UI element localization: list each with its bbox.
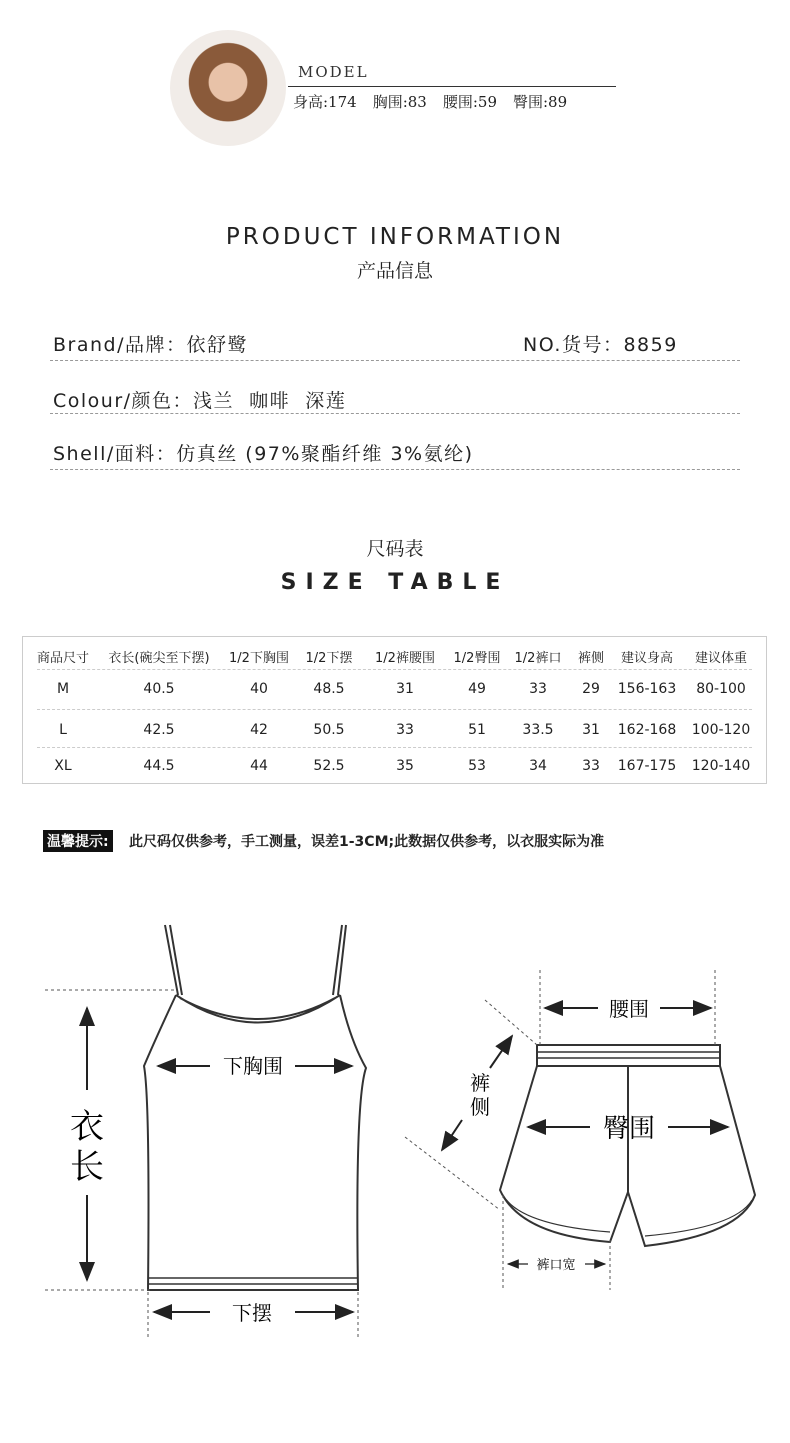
model-hip: 臀围:89 [513,93,568,111]
tip-text: 此尺码仅供参考，手工测量，误差1-3CM;此数据仅供参考，以衣服实际为准 [129,834,605,850]
length-label-2: 长 [70,1147,104,1187]
side-label-2: 侧 [470,1095,490,1119]
shell: Shell/面料：仿真丝 (97%聚酯纤维 3%氨纶) [53,443,474,465]
section-subtitle: 产品信息 [356,260,433,282]
model-waist: 腰围:59 [442,93,497,111]
size-table-title: 尺码表 [366,538,424,560]
size-table-title-en: SIZE TABLE [280,570,510,595]
column-header: 1/2臀围 [453,651,501,666]
table-cell: 100-120 [691,722,751,738]
length-label-1: 衣 [70,1107,104,1147]
table-cell: 52.5 [313,758,345,774]
column-header: 1/2裤口 [514,651,562,666]
column-header: 1/2下胸围 [229,651,289,666]
table-cell: 40 [250,681,268,697]
table-cell: 48.5 [313,681,345,697]
column-header: 衣长(碗尖至下摆) [108,651,210,666]
table-cell: L [59,722,67,738]
model-height: 身高:174 [293,93,357,111]
table-cell: 44.5 [143,758,175,774]
table-cell: 31 [582,722,600,738]
table-cell: 40.5 [143,681,175,697]
tank-arrows [87,1008,353,1312]
table-cell: 53 [468,758,486,774]
brand: Brand/品牌：依舒鹭 [53,334,248,356]
table-cell: 42.5 [143,722,175,738]
side-label-1: 裤 [470,1071,490,1095]
table-cell: 51 [468,722,486,738]
table-cell: 44 [250,758,268,774]
table-cell: 33 [396,722,414,738]
table-cell: 162-168 [617,722,677,738]
model-label: MODEL [298,63,369,81]
table-cell: 31 [396,681,414,697]
table-cell: 49 [468,681,486,697]
table-cell: 120-140 [691,758,751,774]
column-header: 商品尺寸 [36,651,90,666]
column-header: 1/2裤腰围 [375,651,435,666]
table-cell: 33 [582,758,600,774]
chest-label: 下胸围 [223,1054,283,1078]
model-bust: 胸围:83 [372,93,427,111]
tip-badge: 温馨提示: [43,830,113,852]
column-header: 1/2下摆 [305,651,353,666]
table-cell: 35 [396,758,414,774]
column-header: 建议身高 [620,651,674,666]
hip-label: 臀围 [602,1114,656,1144]
table-cell: 33.5 [522,722,554,738]
item-number: NO.货号：8859 [523,334,678,356]
table-cell: 42 [250,722,268,738]
table-cell: 33 [529,681,547,697]
leg-opening-label: 裤口宽 [536,1258,576,1273]
section-title: PRODUCT INFORMATION [225,224,565,250]
colour: Colour/颜色：浅兰 咖啡 深莲 [53,390,347,412]
table-cell: 156-163 [617,681,677,697]
waist-label: 腰围 [609,997,649,1021]
table-cell: 29 [582,681,600,697]
table-cell: 167-175 [617,758,677,774]
column-header: 裤侧 [577,651,605,666]
shorts-outline [500,1045,755,1246]
table-cell: 50.5 [313,722,345,738]
table-cell: XL [54,758,72,774]
column-header: 建议体重 [694,651,748,666]
table-cell: 34 [529,758,547,774]
table-cell: 80-100 [696,681,746,697]
table-cell: M [56,681,70,697]
tank-top-outline [144,925,366,1290]
hem-label: 下摆 [232,1301,272,1325]
